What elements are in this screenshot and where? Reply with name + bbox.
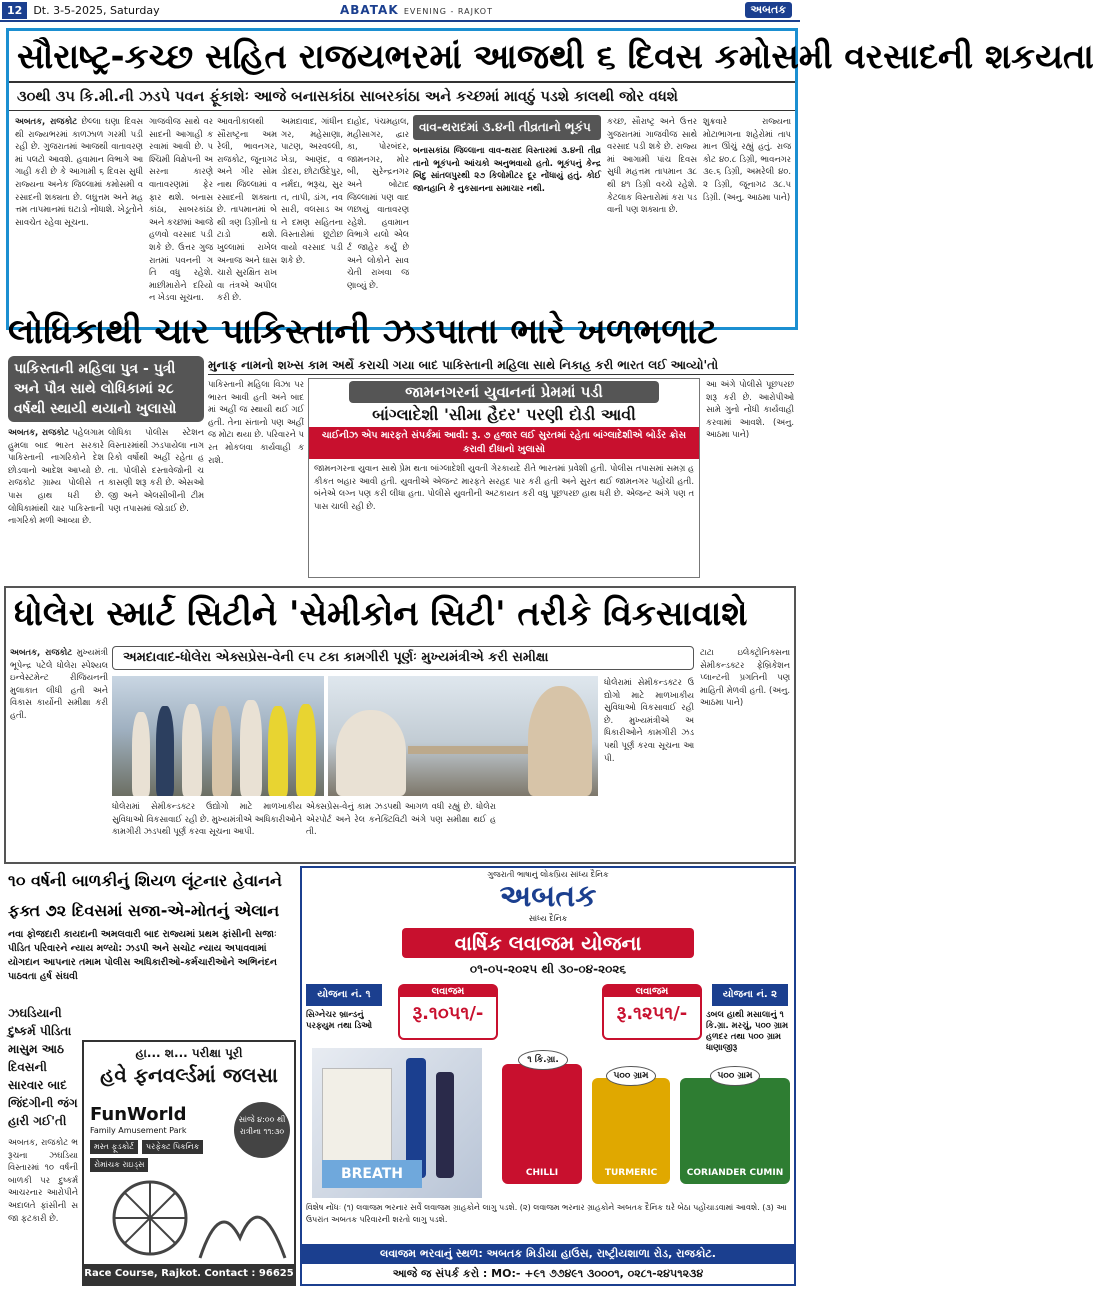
page-header: [0, 0, 800, 22]
sub-ad-top: ગુજરાતી ભાષાનું લોકપ્રિય સાંધ્ય દૈનિક: [487, 870, 609, 879]
turmeric-weight: ૫૦૦ ગ્રામ: [606, 1066, 656, 1086]
jamnagar-kicker: જામનગરનાં યુવાનનાં પ્રેમમાં પડી: [349, 381, 659, 403]
dholera-column-2: એક્સપ્રેસ-વેનું કામ ઝડપથી આગળ વધી રહ્યું છે. ધોલેરા એરપોર્ટ અને રેલ કનેક્ટિવિટી અંગે પણ સમીક્ષા થઈ હતી.: [306, 801, 496, 837]
weather-column-4: અમદાવાદ, ગાંધીનગર, મહેસાણા, પાટણ, અરવલ્લી, ખેડા, આણંદ, વડોદરા, છોટાઉદેપુર, નર્મદા, ભરૂચ, સુરત, તાપી, ડાંગ, નવસારી, વલસાડ અને દમણ સહિતના વિસ્તારોમાં છૂટોછવાયો વરસાદ પડી શકે છે.: [281, 116, 344, 265]
dholera-column-3: ધોલેરામાં સેમીકન્ડક્ટર ઉદ્યોગો માટે માળખાકીય સુવિધાઓ વિકસાવાઈ રહી છે. મુખ્યમંત્રીએ અધિકારીઓને કામગીરી ઝડપથી પૂર્ણ કરવા સૂચના આપી.: [604, 677, 694, 763]
verdict-strap: નવા ફોજદારી કાયદાની અમલવારી બાદ રાજ્યમાં પ્રથમ ફાંસીની સજાઃ પીડિત પરિવારને ન્યાય મળ્યો: ઝડપી અને સચોટ ન્યાય અપાવવામાં યોગદાન આપનાર તમામ પોલીસ અધિકારીઓ-કર્મચારીઓને અભિનંદન પાઠવતા હર્ષ સંઘવી: [8, 929, 278, 982]
verdict-headline-1: ૧૦ વર્ષની બાળકીનું શિયળ લૂંટનાર હેવાનને: [8, 871, 282, 890]
quake-text: બનાસકાંઠા જિલ્લાના વાવ-થરાદ વિસ્તારમાં ૩.૪ની તીવ્રતાનો ભૂકંપનો આંચકો અનુભવાયો હતો. ભૂકંપનું કેન્દ્રબિંદુ સાંતલપુરથી ૨૭ કિલોમીટર દૂર નોંધાયું હતું. કોઈ જાનહાનિ કે નુકસાનના સમાચાર નથી.: [413, 145, 601, 193]
issue-date: Dt. 3-5-2025, Saturday: [33, 3, 160, 17]
funworld-footer: Race Course, Rajkot. Contact : 96625 12859: [84, 1264, 294, 1284]
scheme-1-label: યોજના નં. ૧: [306, 984, 382, 1006]
cm-site-photo-2: [328, 676, 598, 796]
weather-column-7: શુક્રવારે રાજ્યના મોટાભાગના શહેરોમાં તાપમાન ઊંચું રહ્યું હતું. રાજકોટ ૪૦.૮ ડિગ્રી, ભાવનગર ૩૯.૬ ડિગ્રી, અમરેલી ૪૦.૨ ડિગ્રી, જૂનાગઢ ૩૮.૫ ડિગ્રી. (અનુ. આઠમા પાને): [703, 116, 791, 202]
sub-ad-title: વાર્ષિક લવાજમ યોજના: [402, 928, 694, 958]
perfume-brand: BREATH: [322, 1160, 422, 1188]
funworld-tag-food: મસ્ત ફૂડકોર્ટ: [90, 1140, 138, 1154]
pakistani-headline: લોધિકાથી ચાર પાકિસ્તાની ઝડપાતા ભારે ખળભળાટ: [8, 312, 718, 352]
weather-column-3: આવતીકાલથી સૌરાષ્ટ્રના અમરેલી, ભાવનગર, રાજકોટ, જૂનાગઢ અને ગીર સોમનાથ જિલ્લામાં વરસાદની શક્યતા છે. તાપમાનમાં બે થી ત્રણ ડિગ્રીનો ઘટાડો થશે. ખુલ્લામાં રાખેલ અનાજ અને ઘાસચારો સુરક્ષિત રાખવા તંત્રએ અપીલ કરી છે.: [217, 116, 277, 303]
dholera-headline: ધોલેરા સ્માર્ટ સિટીને 'સેમીકોન સિટી' તરીકે વિકસાવાશે: [14, 594, 748, 634]
side-story-head: ઝઘડિયાની દુષ્કર્મ પીડિતા માસુમ આઠ દિવસની સારવાર બાદ જિંદગીની જંગ હારી ગઈ'તી: [8, 1006, 78, 1128]
scheme-1-price: રૂ.૧૦૫૧/-: [412, 1003, 484, 1024]
funworld-headline: હવે ફનવર્લ્ડમાં જલસા: [100, 1063, 278, 1087]
chilli-pack: CHILLI: [502, 1064, 582, 1184]
page-number: 12: [2, 2, 27, 19]
scheme-1-price-tag: લવાજમ રૂ.૧૦૫૧/-: [398, 984, 498, 1040]
sub-ad-logo: અબતક: [499, 879, 597, 914]
weather-headline: સૌરાષ્ટ્ર-કચ્છ સહિત રાજયભરમાં આજથી ૬ દિવસ કમોસમી વરસાદની શકયતા: [17, 37, 1094, 77]
scheme-2-label: યોજના નં. ૨: [712, 984, 788, 1006]
ferris-wheel-icon: [90, 1178, 290, 1260]
turmeric-pack: TURMERIC: [592, 1078, 670, 1184]
funworld-tag-picnic: પરફેક્ટ પિકનિક: [142, 1140, 203, 1154]
verdict-headline-2: ફક્ત ૭૨ દિવસમાં સજા-એ-મોતનું એલાન: [8, 901, 280, 920]
funworld-brand-sub: Family Amusement Park: [90, 1126, 187, 1135]
funworld-top: હા... શ... પરીક્ષા પૂરી: [135, 1046, 243, 1060]
funworld-ad[interactable]: [82, 1040, 296, 1299]
scheme-1-product: સિગ્નેચર બ્રાન્ડનું પરફ્યુમ તથા ડિઓ: [306, 1010, 373, 1031]
pakistani-column-3: પાકિસ્તાની મહિલા વિઝા પર ભારત આવી હતી અને બાદમાં અહીં જ સ્થાયી થઈ ગઈ હતી. તેના સંતાનો પણ અહીં જ મોટા થયા છે. પરિવારને પરત મોકલવા કાર્યવાહી કરાશે.: [208, 379, 304, 465]
scheme-2-product: ડબલ હાથી મસાલાનું ૧ કિ.ગ્રા. મરચું, ૫૦૦ ગ્રામ હળદર તથા ૫૦૦ ગ્રામ ધાણાજીરૂ: [706, 1010, 789, 1053]
pakistani-column-4: આ અંગે પોલીસે પૂછપરછ શરૂ કરી છે. આરોપીઓ સામે ગુનો નોંધી કાર્યવાહી કરવામાં આવશે. (અનુ. આઠમા પાને): [706, 379, 794, 440]
sub-ad-address: લવાજમ ભરવાનું સ્થળ: અબતક મિડીયા હાઉસ, રાષ્ટ્રીયશાળા રોડ, રાજકોટ.: [302, 1244, 794, 1264]
weather-column-2: ગાજવીજ સાથે વરસાદની આગાહી કરવામાં આવી છે. પશ્ચિમી વિક્ષેપની અસરના કારણે વાતાવરણમાં ફેરફાર થશે. બનાસકાંઠા, સાબરકાંઠા અને કચ્છમાં આજે હળવો વરસાદ પડી શકે છે. ઉત્તર ગુજરાતમાં પવનની ગતિ વધુ રહેશે. માછીમારોને દરિયો ન ખેડવા સૂચના.: [149, 116, 213, 303]
sub-ad-note: વિશેષ નોંધઃ (૧) લવાજમ ભરનાર સર્વે લવાજમ ગ્રાહકોને લાગુ પડશે. (૨) લવાજમ ભરનાર ગ્રાહકોને અબતક દૈનિક ઘરે બેઠા પહોંચાડવામાં આવશે. (૩) આ ઉપરાંત અબતક પરિવારની શરતો લાગુ પડશે.: [306, 1203, 787, 1224]
weather-story: [6, 28, 1094, 330]
jamnagar-text: જામનગરના યુવાન સાથે પ્રેમ થતા બાંગ્લાદેશી યુવતી ગેરકાયદે રીતે ભારતમાં પ્રવેશી હતી. પોલીસ તપાસમાં સમગ્ર હકીકત બહાર આવી હતી. યુવતીએ એજન્ટ મારફતે સરહદ પાર કરી હતી અને સુરત થઈ જામનગર પહોંચી હતી. બંનેએ લગ્ન પણ કરી લીધા હતા. પોલીસે યુવતીની અટકાયત કરી વધુ પૂછપરછ હાથ ધરી છે. એજન્ટ અંગે પણ તપાસ ચાલી રહી છે.: [314, 463, 694, 511]
dholera-column-4: ટાટા ઇલેક્ટ્રોનિક્સના સેમીકન્ડક્ટર ફેબ્રિકેશન પ્લાન્ટની પ્રગતિની પણ માહિતી મેળવી હતી. (અનુ. આઠમા પાને): [700, 647, 790, 708]
jamnagar-story: [308, 378, 700, 578]
scheme-2-price-tag: લવાજમ રૂ.૧૨૫૧/-: [602, 984, 702, 1040]
dholera-story: [4, 586, 796, 864]
weather-column-1: અબતક, રાજકોટ છેલ્લા ઘણા દિવસથી રાજ્યભરમાં કાળઝાળ ગરમી પડી રહી છે. ગુજરાતમાં આજથી વાતાવરણમાં પલટો આવશે. હવામાન વિભાગે આગાહી કરી છે કે આગામી ૬ દિવસ સુધી રાજ્યના અનેક જિલ્લામાં કમોસમી વરસાદની શક્યતા છે. લઘુત્તમ અને મહત્તમ તાપમાનમાં ઘટાડો નોંધાશે. ખેડૂતોને સાવચેત રહેવા સૂચના.: [15, 116, 143, 227]
perfume-image: [312, 1048, 482, 1198]
sub-ad-logo-sub: સાંધ્ય દૈનિક: [528, 914, 568, 923]
pakistani-column-1: અબતક, રાજકોટ પહેલગામ હુમલા બાદ ભારત સરકારે પાકિસ્તાની નાગરિકોને દેશ છોડવાનો આદેશ આપ્યો છે. રાજકોટ ગ્રામ્ય પોલીસે તપાસ હાથ ધરી છે. લોધિકામાંથી ચાર પાકિસ્તાની નાગરિકો મળી આવ્યા છે.: [8, 427, 104, 526]
funworld-timing: સાંજે ૪:૦૦ થી રાત્રીના ૧૧:૩૦: [234, 1102, 290, 1158]
pakistani-kicker: પાકિસ્તાની મહિલા પુત્ર - પુત્રી અને પૌત્ર સાથે લોધિકામાં ૨૮ વર્ષથી સ્થાયી થયાનો ખુલાસો: [8, 356, 204, 422]
weather-column-5: દાહોદ, પંચમહાલ, મહીસાગર, દ્વારકા, પોરબંદર, જામનગર, મોરબી, સુરેન્દ્રનગર અને બોટાદ જિલ્લામાં પણ વાદળછાયું વાતાવરણ રહેશે. હવામાન વિભાગે યલો એલર્ટ જાહેર કર્યું છે અને લોકોને સાવચેતી રાખવા જણાવ્યું છે.: [347, 116, 409, 290]
sub-ad-contact[interactable]: આજે જ સંપર્ક કરો : MO:- +૯૧ ૭૭૪૯૧ ૩૦૦૦૧, ૦૨૮૧-૨૪૫૧૨૩૪: [392, 1267, 704, 1280]
pakistani-column-2: લોધિકા પોલીસ સ્ટેશન વિસ્તારમાંથી ઝડપાયેલા નાગરિકો વર્ષોથી અહીં રહેતા હતા. પોલીસે દસ્તાવેજોની ચકાસણી શરૂ કરી છે. એસઓજી અને એલસીબીની ટીમ પણ તપાસમાં જોડાઈ છે.: [108, 427, 204, 513]
side-story-text: અબતક, રાજકોટ ભરૂચના ઝઘડિયા વિસ્તારમાં ૧૦ વર્ષની બાળકી પર દુષ્કર્મ આચરનાર આરોપીને અદાલતે ફાંસીની સજા ફટકારી છે.: [8, 1137, 78, 1223]
dholera-column-1: ધોલેરામાં સેમીકન્ડક્ટર ઉદ્યોગો માટે માળખાકીય સુવિધાઓ વિકસાવાઈ રહી છે. મુખ્યમંત્રીએ અધિકારીઓને કામગીરી ઝડપથી પૂર્ણ કરવા સૂચના આપી.: [112, 801, 302, 837]
coriander-pack: CORIANDER CUMIN: [680, 1078, 790, 1184]
dholera-left-column: અબતક, રાજકોટ મુખ્યમંત્રી ભૂપેન્દ્ર પટેલે ધોલેરા સ્પેશ્યલ ઇન્વેસ્ટમેન્ટ રીજિયનની મુલાકાત લીધી હતી અને વિકાસ કાર્યોની સમીક્ષા કરી હતી.: [10, 647, 108, 720]
jamnagar-strap: ચાઈનીઝ એપ મારફતે સંપર્કમાં આવી: રૂ. ૭ હજાર લઈ સુરતમાં રહેતા બાંગ્લાદેશીએ બોર્ડર ક્રોસ કરાવી દીધાનો ખુલાસો: [309, 427, 699, 459]
quake-title: વાવ-થરાદમાં ૩.૪ની તીવ્રતાનો ભૂકંપ: [413, 115, 601, 140]
pakistani-strap: મુનાફ નામનો શખ્સ કામ અર્થે કરાચી ગયા બાદ પાકિસ્તાની મહિલા સાથે નિકાહ કરી ભારત લઈ આવ્યો'તો: [208, 356, 794, 375]
chilli-weight: ૧ કિ.ગ્રા.: [518, 1050, 568, 1070]
funworld-tag-rides: રોમાંચક રાઇડ્સ: [90, 1158, 148, 1172]
coriander-weight: ૫૦૦ ગ્રામ: [710, 1066, 760, 1086]
weather-subhead: ૩૦થી ૩૫ કિ.મી.ની ઝડપે પવન ફૂંકાશેઃ આજે બનાસકાંઠા સાબરકાંઠા અને કચ્છમાં માવઠું પડશે કાલથી જોર વધશે: [17, 89, 678, 105]
jamnagar-headline: બાંગ્લાદેશી 'સીમા હૈદર' પરણી દોડી આવી: [372, 405, 636, 424]
funworld-brand: FunWorld: [90, 1104, 187, 1125]
weather-column-6: કચ્છ, સૌરાષ્ટ્ર અને ઉત્તર ગુજરાતમાં ગાજવીજ સાથે વરસાદ પડી શકે છે. રાજ્યમાં આગામી પાંચ દિવસ સુધી મહત્તમ તાપમાન ૩૮ થી ૪૧ ડિગ્રી વચ્ચે રહેશે. કેટલાક વિસ્તારોમાં કરા પડવાની પણ શક્યતા છે.: [607, 116, 697, 215]
sub-ad-dates: ૦૧-૦૫-૨૦૨૫ થી ૩૦-૦૪-૨૦૨૬: [469, 962, 627, 976]
scheme-2-price: રૂ.૧૨૫૧/-: [616, 1003, 688, 1024]
quake-box: [413, 115, 601, 327]
dholera-strap: અમદાવાદ-ધોલેરા એક્સપ્રેસ-વેની ૯૫ ટકા કામગીરી પૂર્ણઃ મુખ્યમંત્રીએ કરી સમીક્ષા: [112, 646, 694, 670]
abtak-logo: અબતક: [745, 2, 793, 18]
subscription-ad[interactable]: [300, 866, 796, 1286]
masthead: ABATAK EVENING - RAJKOT: [340, 3, 493, 17]
cm-site-photo-1: [112, 676, 324, 796]
